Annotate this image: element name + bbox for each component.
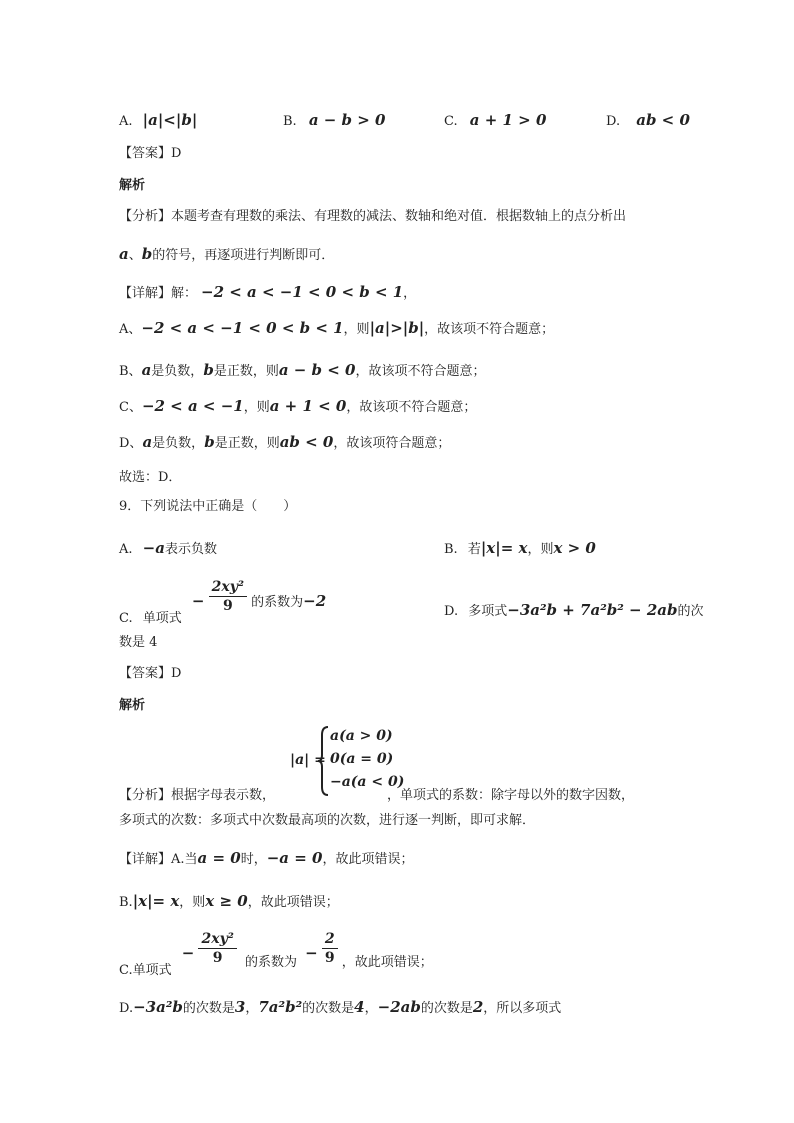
- q8-line-b: [119, 360, 486, 382]
- numerator: 2xy²: [198, 930, 236, 949]
- var-b: b: [141, 245, 153, 263]
- q8-choose: 故选：D．: [119, 470, 182, 485]
- expr: |x|= x: [132, 892, 180, 910]
- text: 表示负数: [164, 542, 217, 557]
- option-letter: B.: [283, 114, 297, 129]
- fraction: [322, 930, 338, 967]
- value: 3: [234, 998, 246, 1016]
- q9-xj-d: [119, 997, 561, 1019]
- expr: x ≥ 0: [205, 892, 248, 910]
- value: −2: [303, 592, 327, 610]
- q9-option-b: [444, 538, 596, 560]
- option-letter: C.: [444, 114, 458, 129]
- q9-analysis-label: 解析: [119, 698, 146, 713]
- denominator: 9: [222, 598, 233, 614]
- text: B、: [119, 364, 142, 379]
- option-letter: C.: [119, 611, 133, 626]
- q9-stem: 9．下列说法中正确是（ ）: [119, 499, 297, 514]
- expr: −2 < a < −1 < 0 < b < 1: [141, 319, 344, 337]
- abs-lhs: |a| =: [290, 752, 326, 768]
- text: 的次数是: [182, 1001, 235, 1016]
- q8-line-a: [119, 318, 554, 340]
- text: 是正数，则: [213, 364, 279, 379]
- text: 若: [467, 542, 481, 557]
- label: 【详解】解：: [119, 286, 198, 301]
- q8-xiangjie: [119, 282, 416, 304]
- text: 是负数，: [152, 436, 205, 451]
- text: C、: [119, 400, 142, 415]
- text: ，则: [179, 895, 206, 910]
- q9-fenxi-line2: 多项式的次数：多项式中次数最高项的次数，进行逐一判断，即可求解．: [119, 813, 536, 828]
- var-a: a: [119, 245, 129, 263]
- option-expr: ab < 0: [636, 111, 690, 129]
- text: 的次数是: [420, 1001, 473, 1016]
- text: 时，: [240, 852, 267, 867]
- text: ，所以多项式: [483, 1001, 562, 1016]
- expr: −2 < a < −1: [141, 397, 244, 415]
- text: 单项式: [142, 611, 182, 626]
- fraction: [209, 578, 247, 615]
- text: ，故该项不符合题意；: [355, 364, 486, 379]
- text: A、: [119, 322, 142, 337]
- text: ，故该项不符合题意；: [346, 400, 477, 415]
- expr: |x|= x: [480, 539, 528, 557]
- expr: a − b < 0: [278, 361, 356, 379]
- text: ，: [245, 1001, 259, 1016]
- q8-option-b: [283, 110, 386, 132]
- text: ，故该项不符合题意；: [424, 322, 555, 337]
- var: a: [141, 361, 152, 379]
- text: ，故该项符合题意；: [333, 436, 451, 451]
- text: ，则: [243, 400, 270, 415]
- text: 多项式: [468, 604, 508, 619]
- text: 的系数为: [244, 955, 297, 970]
- text: ，单项式的系数：除字母以外的数字因数，: [387, 788, 635, 803]
- var: b: [203, 361, 214, 379]
- text: C.单项式: [119, 963, 172, 978]
- text: ，则: [527, 542, 554, 557]
- text: 的符号，再逐项进行判断即可．: [152, 248, 335, 263]
- q9-option-d-cont: 数是 4: [119, 635, 158, 650]
- case: −a(a < 0): [330, 774, 405, 790]
- denominator: 9: [324, 950, 335, 966]
- q9-fenxi-line1: [119, 786, 634, 806]
- text: 是负数，: [151, 364, 204, 379]
- q9-xj-a: [119, 848, 413, 870]
- expr: −2ab: [377, 998, 421, 1016]
- text: B.: [119, 895, 133, 910]
- q8-line-c: [119, 396, 476, 418]
- value: 2: [472, 998, 484, 1016]
- denominator: 9: [212, 950, 223, 966]
- option-expr: a + 1 > 0: [469, 111, 547, 129]
- var: b: [204, 433, 215, 451]
- fraction: [198, 930, 236, 967]
- var: a: [142, 433, 153, 451]
- expr: a + 1 < 0: [269, 397, 347, 415]
- text: 的次数是: [302, 1001, 355, 1016]
- expr: −3a²b: [133, 998, 183, 1016]
- text: ，故此项错误；: [247, 895, 339, 910]
- option-expr: a − b > 0: [308, 111, 386, 129]
- text: ，: [403, 286, 417, 301]
- text: ，故此项错误；: [341, 955, 433, 970]
- q8-line-d: [119, 432, 450, 454]
- q8-analysis-label: 解析: [119, 178, 146, 193]
- q9-xj-b: [119, 891, 339, 913]
- minus: −: [191, 592, 205, 610]
- text: ，: [364, 1001, 378, 1016]
- numerator: 2: [322, 930, 338, 949]
- expr: −2 < a < −1 < 0 < b < 1: [201, 283, 404, 301]
- expr: −a: [142, 539, 165, 557]
- option-expr: |a|<|b|: [142, 111, 198, 129]
- option-letter: A.: [119, 542, 133, 557]
- expr: 7a²b²: [258, 998, 303, 1016]
- text: D、: [119, 436, 143, 451]
- expr: x > 0: [553, 539, 596, 557]
- numerator: 2xy²: [209, 578, 247, 597]
- q8-fenxi-line1: 【分析】本题考查有理数的乘法、有理数的减法、数轴和绝对值．根据数轴上的点分析出: [119, 209, 627, 224]
- label: 【详解】A.当: [119, 852, 198, 867]
- q9-option-d: [444, 600, 704, 622]
- expr: −3a²b + 7a²b² − 2ab: [507, 601, 678, 619]
- q9-xj-c: [119, 930, 433, 978]
- q8-answer: 【答案】D: [119, 146, 182, 161]
- option-letter: D.: [444, 604, 459, 619]
- text: 的系数为: [251, 595, 304, 610]
- q8-option-c: [444, 110, 546, 132]
- option-letter: B.: [444, 542, 458, 557]
- option-letter: A.: [119, 114, 133, 129]
- expr: |a|>|b|: [369, 319, 425, 337]
- case: a(a > 0): [330, 728, 393, 744]
- q9-option-a: [119, 538, 217, 560]
- q8-option-d: [606, 110, 690, 132]
- q9-answer: 【答案】D: [119, 666, 182, 681]
- case: 0(a = 0): [330, 751, 394, 767]
- expr: a = 0: [197, 849, 241, 867]
- text: 【分析】根据字母表示数，: [119, 788, 276, 803]
- q9-option-c: [119, 578, 327, 626]
- expr: −a = 0: [266, 849, 323, 867]
- value: 4: [354, 998, 365, 1016]
- q8-fenxi-line2: [119, 244, 334, 266]
- q8-option-a: [119, 110, 197, 132]
- minus: −: [305, 944, 318, 962]
- text: D.: [119, 1001, 134, 1016]
- text: 的次: [677, 604, 704, 619]
- separator: 、: [128, 248, 142, 263]
- minus: −: [181, 944, 195, 962]
- text: 是正数，则: [214, 436, 280, 451]
- text: ，则: [343, 322, 370, 337]
- option-letter: D.: [606, 114, 621, 129]
- expr: ab < 0: [279, 433, 334, 451]
- text: ，故此项错误；: [322, 852, 414, 867]
